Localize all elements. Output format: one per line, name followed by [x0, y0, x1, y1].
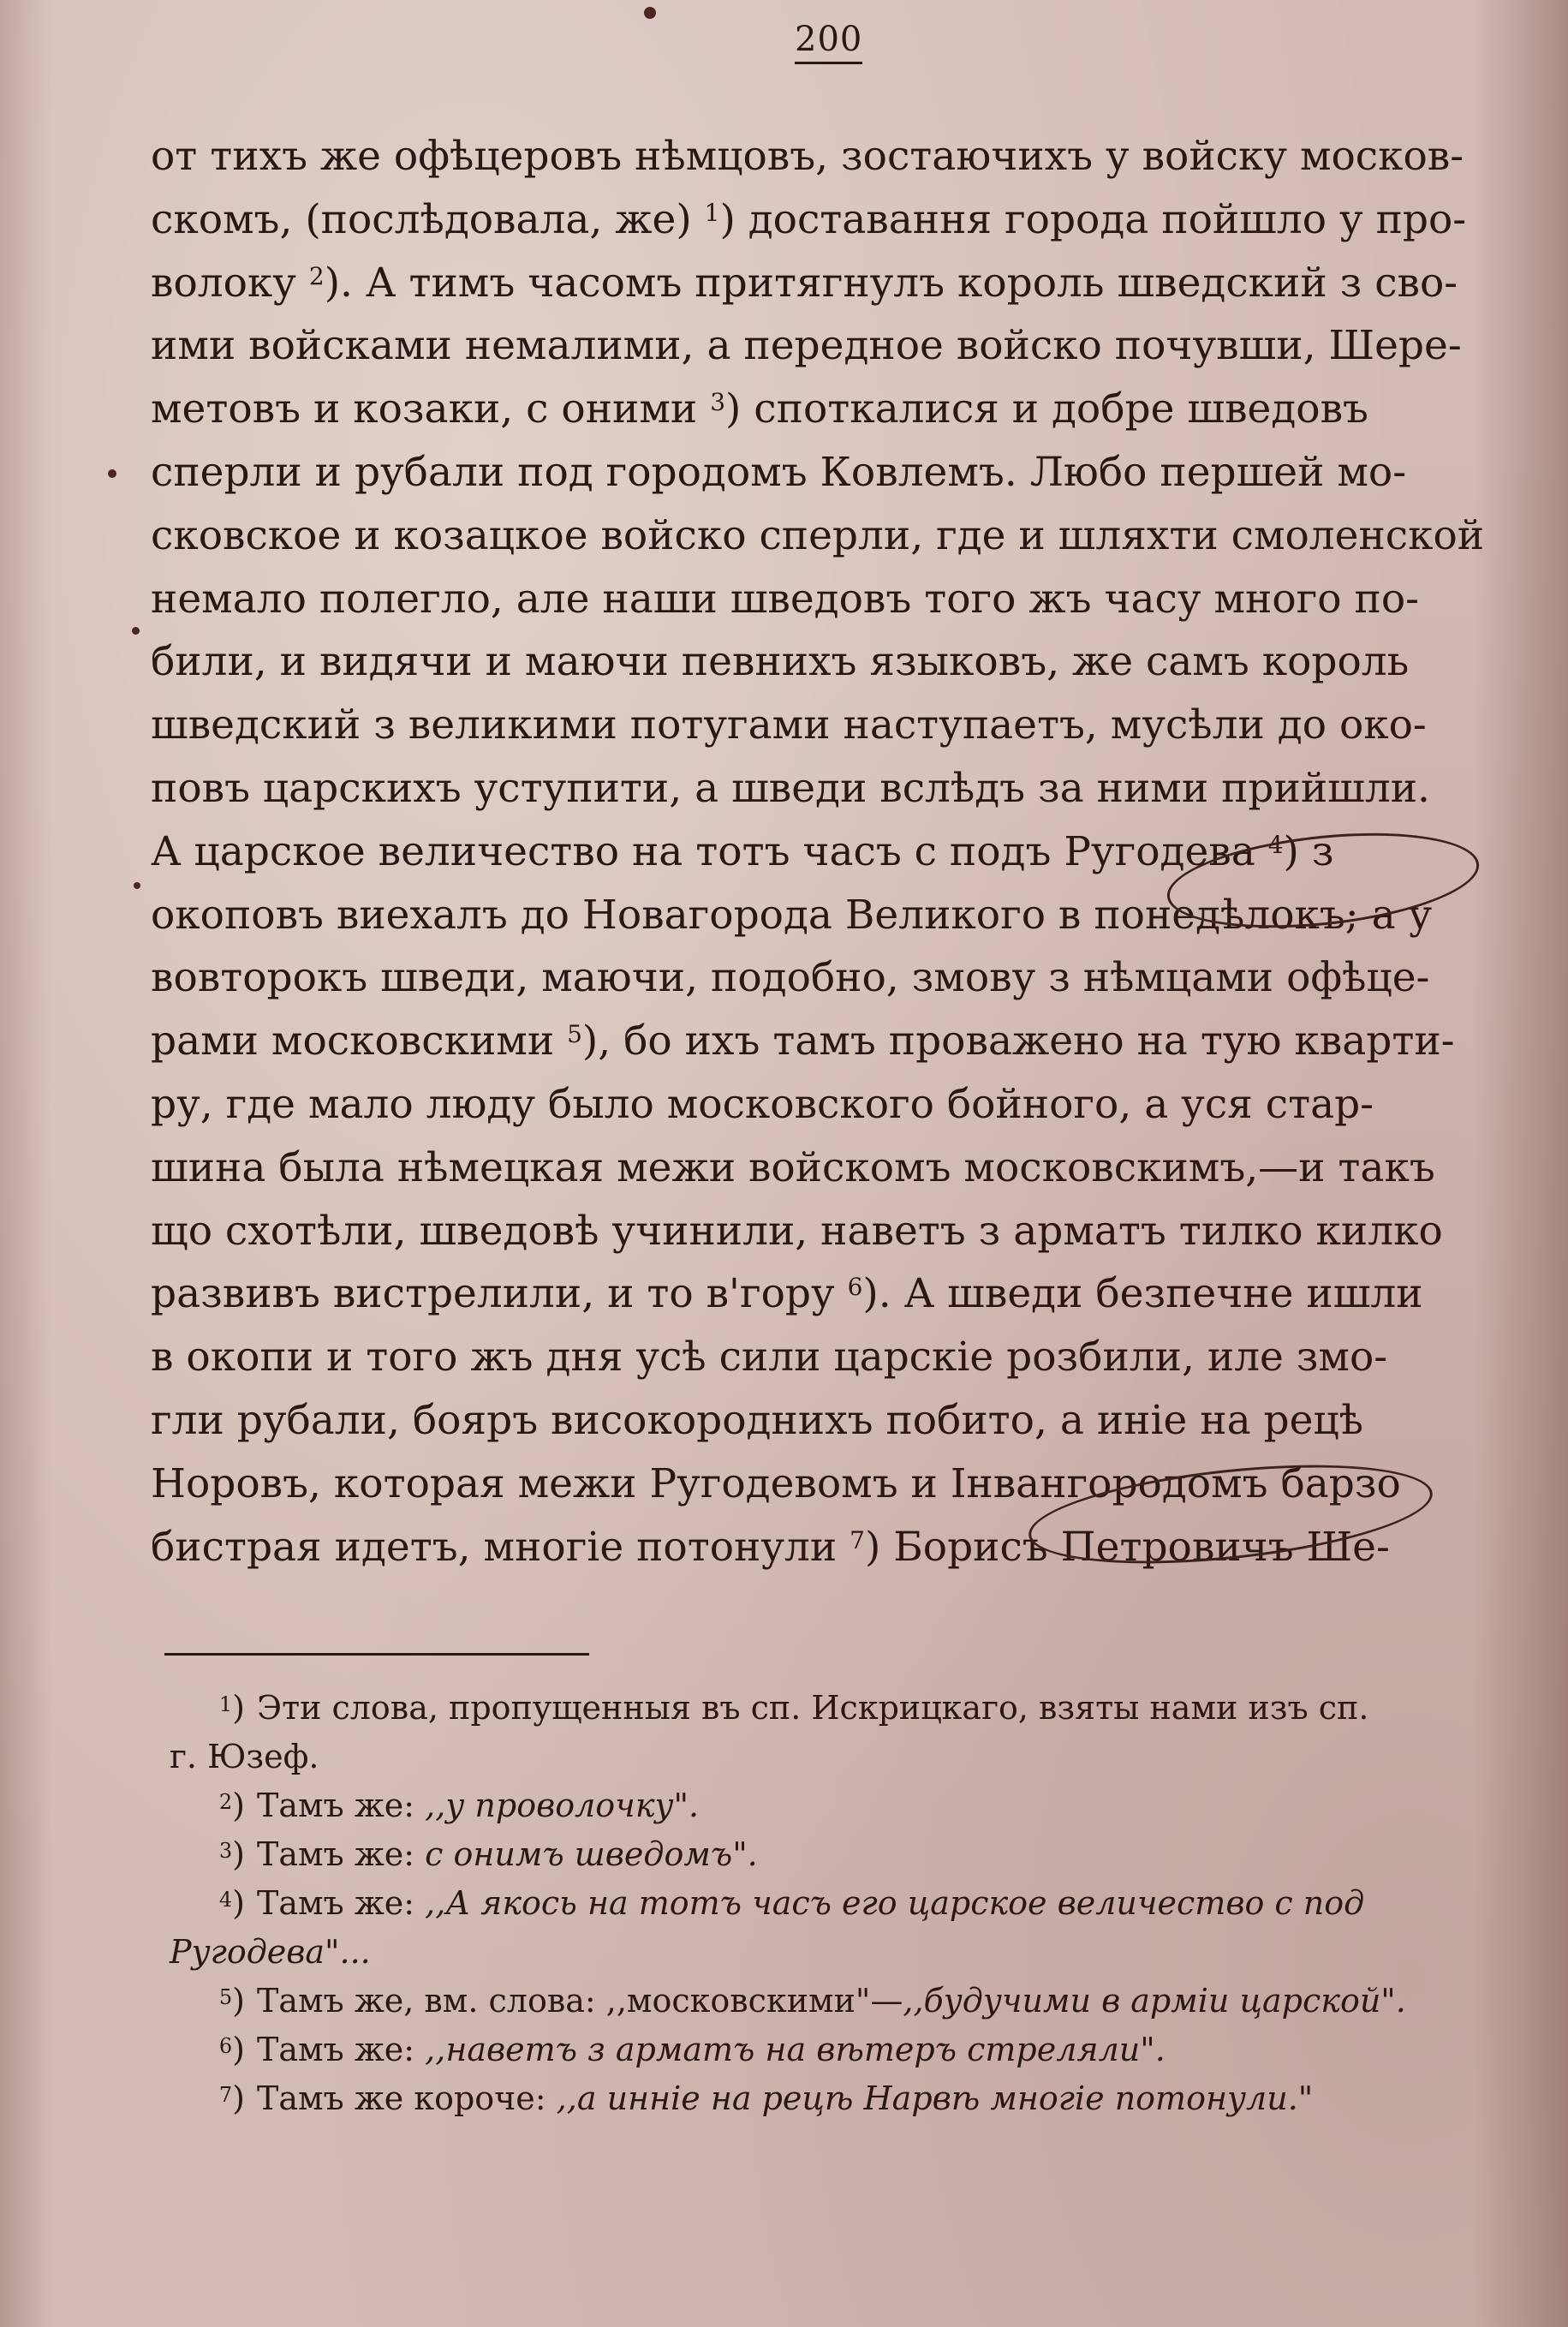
text-segment: бистрая идетъ, многіе потонули — [151, 1523, 850, 1571]
footnote-continuation — [151, 1733, 1538, 1781]
text-segment: окоповъ виехалъ до Новагорода Великого в понедѣлокъ; а у — [151, 891, 1433, 939]
footnote-item — [151, 1684, 1538, 1733]
footnote-text: Тамъ же: — [257, 1787, 426, 1824]
footnote-text: Тамъ же: — [257, 1835, 426, 1873]
footnote-quote: ,,у проволочку". — [425, 1787, 700, 1824]
text-segment: ) споткалися и добре шведовъ — [725, 385, 1368, 433]
footnote-item — [151, 1879, 1538, 1928]
text-line — [151, 1010, 1538, 1073]
text-segment: що схотѣли, шведовѣ учинили, наветъ з арматъ тилко килко — [151, 1207, 1443, 1255]
footnote-number-value: 3 — [218, 1839, 233, 1863]
text-segment: А царское величество на тотъ часъ с подъ Ругодева — [151, 827, 1268, 875]
text-segment: Норовъ, которая межи Ругодевомъ и Інвангородомъ барзо — [151, 1459, 1401, 1507]
text-segment: шина была нѣмецкая межи войскомъ московскимъ,—и такъ — [151, 1143, 1435, 1191]
text-segment: ру, где мало люду было московского бойного, а уся стар- — [151, 1080, 1374, 1128]
text-line — [151, 441, 1538, 504]
footnote-continuation — [151, 1928, 1538, 1977]
footnotes-block — [151, 1684, 1538, 2123]
text-segment: немало полегло, але наши шведовъ того жъ часу много по- — [151, 575, 1420, 623]
text-segment: ). А тимъ часомъ притягнулъ король шведский з сво- — [324, 259, 1458, 307]
text-segment: волоку — [151, 259, 309, 307]
footnote-marker: 3 — [710, 388, 726, 417]
footnote-quote: ,,наветъ з арматъ на вѣтеръ стреляли". — [425, 2031, 1166, 2068]
text-segment: вовторокъ шведи, маючи, подобно, змову з нѣмцами офѣце- — [151, 954, 1430, 1002]
text-segment: ). А шведи безпечне ишли — [862, 1270, 1423, 1318]
footnote-quote: ,,А якось на тотъ часъ его царское величество с под — [425, 1884, 1365, 1922]
footnote-item — [151, 2074, 1538, 2123]
text-line — [151, 188, 1538, 252]
text-segment: повъ царскихъ уступити, а шведи вслѣдъ за ними прийшли. — [151, 764, 1430, 812]
page-number: 200 — [795, 21, 862, 64]
text-segment: сковское и козацкое войско сперли, где и шляхти смоленской — [151, 511, 1485, 559]
footnote-item — [151, 2026, 1538, 2074]
text-line — [151, 1389, 1538, 1453]
text-line — [151, 1200, 1538, 1263]
footnote-marker: 2 — [308, 261, 325, 290]
footnote-marker: 1 — [704, 198, 720, 227]
text-segment: скомъ, (послѣдовала, же) — [151, 195, 705, 243]
footnote-number: $^5$) — [218, 1982, 245, 2020]
text-segment: рами московскими — [151, 1017, 568, 1065]
footnote-text: Тамъ же: — [257, 1884, 426, 1922]
footnote-number: $^2$) — [218, 1787, 245, 1824]
text-segment: ) доставання города пойшло у про- — [719, 195, 1467, 243]
footnote-item — [151, 1781, 1538, 1830]
text-segment: ими войсками немалими, а передное войско почувши, Шере- — [151, 322, 1462, 370]
text-line — [151, 568, 1538, 631]
footnote-number-value: 5 — [218, 1985, 233, 2009]
text-line — [151, 378, 1538, 441]
text-line — [151, 125, 1538, 188]
footnote-item — [151, 1830, 1538, 1879]
ink-spot — [134, 882, 140, 889]
footnote-number: $^4$) — [218, 1884, 245, 1922]
footnote-marker: 5 — [567, 1020, 582, 1049]
footnote-continuation-text: Ругодева"... — [170, 1933, 371, 1971]
footnote-number: $^6$) — [218, 2031, 245, 2068]
footnote-marker: 4 — [1267, 830, 1284, 859]
footnote-number: $^1$) — [218, 1689, 245, 1727]
text-segment: от тихъ же офѣцеровъ нѣмцовъ, зостаючихъ у войску москов- — [151, 133, 1464, 180]
text-line — [151, 1137, 1538, 1200]
text-line — [151, 1073, 1538, 1137]
text-line — [151, 946, 1538, 1010]
footnote-quote: ,,будучими в арміи царской". — [903, 1982, 1406, 2020]
ink-spot — [644, 7, 656, 19]
ink-spot — [108, 469, 116, 478]
footnote-item — [151, 1977, 1538, 2026]
text-segment: гли рубали, бояръ високороднихъ побито, а иніе на рецѣ — [151, 1396, 1364, 1444]
footnote-quote: с онимъ шведомъ". — [425, 1835, 758, 1873]
footnote-continuation-text: г. Юзеф. — [170, 1738, 319, 1775]
footnote-number-value: 4 — [218, 1888, 233, 1912]
footnote-marker: 7 — [850, 1525, 865, 1554]
footnote-number: $^7$) — [218, 2079, 245, 2117]
footnote-text: Тамъ же: — [257, 2031, 426, 2068]
ink-spot — [132, 627, 140, 635]
text-segment: развивъ вистрелили, и то в'гору — [151, 1270, 848, 1318]
text-line — [151, 630, 1538, 694]
text-line — [151, 252, 1538, 315]
text-line — [151, 757, 1538, 820]
footnote-text: Тамъ же короче: — [257, 2079, 557, 2117]
text-line — [151, 1326, 1538, 1389]
footnote-text: Эти слова, пропущенныя въ сп. Искрицкаго, взяты нами изъ сп. — [257, 1689, 1369, 1727]
footnote-number-value: 1 — [218, 1692, 233, 1716]
footnote-text: Тамъ же, вм. слова: ,,московскими"— — [257, 1982, 903, 2020]
text-segment: ) з — [1283, 827, 1334, 875]
text-segment: в окопи и того жъ дня усѣ сили царскіе розбили, иле змо- — [151, 1334, 1388, 1381]
footnote-number: $^3$) — [218, 1835, 245, 1873]
text-segment: шведский з великими потугами наступаетъ, мусѣли до око- — [151, 701, 1427, 749]
footnote-number-value: 7 — [218, 2083, 233, 2107]
text-segment: ), бо ихъ тамъ проважено на тую кварти- — [581, 1017, 1455, 1065]
text-segment: метовъ и козаки, с оними — [151, 385, 711, 433]
text-line — [151, 504, 1538, 568]
footnote-marker: 6 — [847, 1273, 863, 1302]
footnote-number-value: 2 — [218, 1790, 233, 1814]
text-segment: ) Борисъ Петровичъ Ше- — [864, 1523, 1390, 1571]
footnote-number-value: 6 — [218, 2034, 233, 2058]
text-segment: били, и видячи и маючи певнихъ языковъ, же самъ король — [151, 638, 1410, 686]
text-line — [151, 694, 1538, 757]
text-line — [151, 1262, 1538, 1326]
footnote-separator-rule — [164, 1653, 589, 1656]
footnote-quote: ,,а инніе на рецѣ Нарвѣ многіе потонули." — [556, 2079, 1314, 2117]
text-segment: сперли и рубали под городомъ Ковлемъ. Любо першей мо- — [151, 448, 1407, 496]
text-line — [151, 314, 1538, 378]
